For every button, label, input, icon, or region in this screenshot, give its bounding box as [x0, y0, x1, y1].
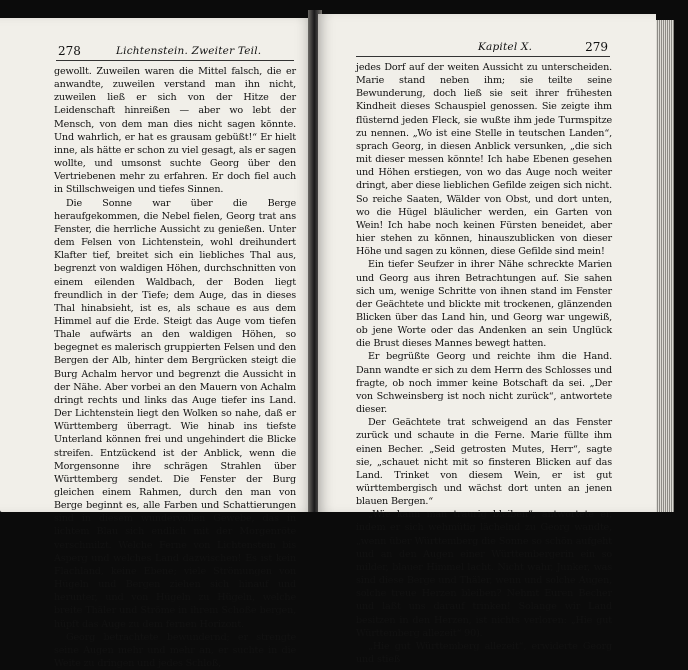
- left-page: [0, 18, 312, 670]
- right-page-body: [356, 61, 612, 666]
- paragraph: jedes Dorf auf der weiten Aussicht zu unterscheiden. Marie stand neben ihm; sie teilte seine Bewunderung, doch ließ sie seit ihrer frühesten Kindheit dieses Schauspiel genossen. Sie zeigte ihm flüsternd jeden Fleck, sie wußte ihm jede Turmspitze zu nennen. „Wo ist eine Stelle in teutschen Landen“, sprach Georg, in diesen Anblick versunken, „die sich mit dieser messen könnte! Ich habe Ebenen gesehen und Höhen erstiegen, von wo das Auge noch weiter dringt, aber diese lieblichen Gefilde zeigen sich nicht. So reiche Saaten, Wälder von Obst, und dort unten, wo die Hügel bläulicher werden, ein Garten von Wein! Ich habe noch keinen Fürsten beneidet, aber hier stehen zu können, hinauszublicken von dieser Höhe und sagen zu können, diese Gefilde sind mein!: [356, 62, 612, 258]
- left-page-body: [54, 65, 296, 670]
- paragraph: gewollt. Zuweilen waren die Mittel falsch, die er anwandte, zuweilen verstand man ihn nicht, zuweilen ließ er sich von der Hitze der Leidenschaft hinreißen — aber wo lebt der Mensch, von dem man dies nicht sagen könnte. Und wahrlich, er hat es grausam gebüßt!“ Er hielt inne, als hätte er schon zu viel gesagt, als er sagen wollte, und umsonst suchte Georg über den Vertriebenen mehr zu erfahren. Er doch fiel auch in Stillschweigen und tiefes Sinnen.: [54, 66, 296, 196]
- left-running-head: Lichtenstein. Zweiter Teil.: [116, 45, 262, 57]
- right-page-number: 279: [585, 40, 608, 54]
- paragraph: „Wie kann man traurig bleiben“, antwortete er, indem er sich wehmütig lächelnd zu Georg wandte, „wenn über Württemberg die Sonne so schön aufgeht und an den Augen einer Württembergerin ein so milder, blauer Himmel lacht. Nicht wahr, Junker, was sind diese Berge und Thäler, wenn und solche Augen, solche treue Herzen bleiben? Nehmt Euren Becher und laßt uns darauf trinken! Solange wir Land besitzen in den Herzen, ist nichts verloren: „Hie gut Württemberg allezeit“ 90).: [356, 509, 612, 639]
- right-header-rule: [356, 56, 610, 57]
- paragraph: Ein tiefer Seufzer in ihrer Nähe schreckte Marien und Georg aus ihren Betrachtungen auf. Sie sahen sich um, wenige Schritte von ihnen stand im Fenster der Geächtete und blickte mit trockenen, glänzenden Blicken über das Land hin, und Georg war ungewiß, ob jene Worte oder das Andenken an sein Unglück die Brust dieses Mannes bewegt hatten.: [356, 259, 612, 350]
- paragraph: Georg betrachtete bewundernd; er strengte seine Augen mehr und mehr an, er suchte in die Weite zu dringen und jedes Schloß,: [54, 631, 296, 670]
- page-edges: [656, 20, 674, 512]
- left-page-number: 278: [58, 44, 81, 58]
- left-header-rule: [56, 60, 294, 61]
- right-page: [318, 14, 656, 666]
- right-running-head: Kapitel X.: [478, 41, 533, 53]
- paragraph: „Hie gut Württemberg allezeit“, erwiderte Georg und stieß: [356, 640, 612, 666]
- paragraph: Der Geächtete trat schweigend an das Fenster zurück und schaute in die Ferne. Marie füllte ihm einen Becher. „Seid getrosten Mutes, Herr“, sagte sie, „schauet nicht mit so finsteren Blicken auf das Land. Trinket von diesem Wein, er ist gut württembergisch und wächst dort unten an jenen blauen Bergen.“: [356, 417, 612, 508]
- paragraph: Er begrüßte Georg und reichte ihm die Hand. Dann wandte er sich zu dem Herrn des Schlosses und fragte, ob noch immer keine Botschaft da sei. „Der von Schweinsberg ist noch nicht zurück“, antwortete dieser.: [356, 351, 612, 416]
- paragraph: Die Sonne war über die Berge heraufgekommen, die Nebel fielen, Georg trat ans Fenster, die herrliche Aussicht zu genießen. Unter dem Felsen von Lichtenstein, wohl dreihundert Klafter tief, breitet sich ein liebliches Thal aus, begrenzt von waldigen Höhen, durchschnitten von einem eilenden Waldbach, der Boden liegt freundlich in der Tiefe; dem Auge, das in dieses Thal hinabsieht, ist es, als schaue es aus dem Himmel auf die Erde. Steigt das Auge vom tiefen Thale aufwärts an den waldigen Höhen, so begegnet es malerisch gruppierten Felsen und den Bergen der Alb, hinter dem Bergrücken steigt die Burg Achalm hervor und begrenzt die Aussicht in der Nähe. Aber vorbei an den Mauern von Achalm dringt rechts und links das Auge tiefer ins Land. Der Lichtenstein liegt den Wolken so nahe, daß er Württemberg überragt. Wie hinab ins tiefste Unterland können frei und ungehindert die Blicke streifen. Entzückend ist der Anblick, wenn die Morgensonne ihre schrägen Strahlen über Württemberg sendet. Die Fenster der Burg gleichen einem Rahmen, durch den man von Berge beginnt es, alle Farben und Schattierungen sind in diesem wundervollen Gewebe, das in lichtem Blau sich endlich mit der Morgenröte verschmilzt. Welche Ferne von Lichtenstein bis Asperg und welches Land dazwischen! Es ist kein Flachland, keine Ebene; viele Strömungen von Hügeln und Bergen ziehen sich hinauf und herunter, und von Hügeln zu Hügeln, welche breite Thäler und Ströme in ihrem Schoße bergen, hüpft das Auge zu dem fernen Horizont.: [54, 197, 296, 630]
